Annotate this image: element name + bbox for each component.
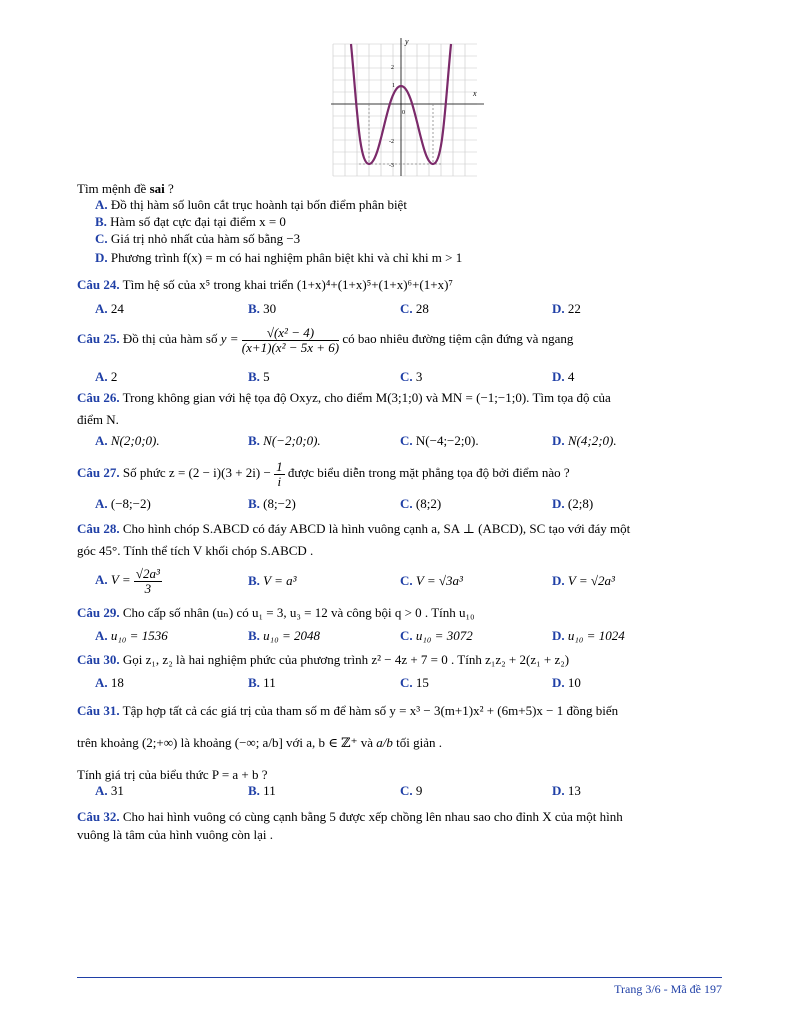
- q30-option-a[interactable]: A. 18: [95, 675, 124, 690]
- q27-fraction: $\frac{1}{i}$: [276, 458, 283, 489]
- q32-question-line2: vuông là tâm của hình vuông còn lại .: [77, 827, 274, 842]
- q28-question-line2: góc 45°. Tính thể tích V khối chóp S.ABCD .: [77, 543, 314, 558]
- q24-option-c[interactable]: C. 28: [400, 301, 429, 316]
- q24-option-a[interactable]: A. 24: [95, 301, 124, 316]
- q29-option-b[interactable]: B. u₁₀ = 2048: [248, 628, 320, 643]
- q28-option-d[interactable]: D. V = √2a³: [552, 573, 615, 588]
- q25-question: Câu 25. Đồ thị của hàm số y = $\frac{\text{√(x² − 4)}}{\text{(x+1)(x² − 5x + 6)}}$ có bao nhiêu đường tiệm cận đứng và ngang: [77, 324, 574, 355]
- y-tick-neg3: -3: [389, 163, 394, 169]
- q26-option-b[interactable]: B. N(−2;0;0).: [248, 433, 321, 448]
- y-tick-0: 0: [402, 110, 405, 116]
- q26-option-d[interactable]: D. N(4;2;0).: [552, 433, 617, 448]
- q31-option-a[interactable]: A. 31: [95, 783, 124, 798]
- q23-prompt: Tìm mệnh đề sai ?: [77, 181, 174, 196]
- q30-question: Câu 30. Gọi z₁, z₂ là hai nghiệm phức của phương trình z² − 4z + 7 = 0 . Tính z₁z₂ + 2(z₁ + z₂): [77, 652, 570, 667]
- q26-option-a[interactable]: A. N(2;0;0).: [95, 433, 160, 448]
- q26-option-c[interactable]: C. N(−4;−2;0).: [400, 433, 479, 448]
- q31-option-c[interactable]: C. 9: [400, 783, 423, 798]
- q23-option-a[interactable]: A. Đồ thị hàm số luôn cắt trục hoành tại bốn điểm phân biệt: [95, 197, 407, 212]
- q23-option-c[interactable]: C. Giá trị nhỏ nhất của hàm số bằng −3: [95, 231, 301, 246]
- q32-question: Câu 32. Cho hai hình vuông có cùng cạnh bằng 5 được xếp chồng lên nhau sao cho đỉnh X của một hình: [77, 809, 623, 824]
- q30-option-c[interactable]: C. 15: [400, 675, 429, 690]
- q26-question: Câu 26. Trong không gian với hệ tọa độ Oxyz, cho điểm M(3;1;0) và MN = (−1;−1;0). Tìm tọa độ của: [77, 390, 611, 405]
- q28-option-a-fraction: $\frac{\text{√2a³}}{3}$: [135, 565, 160, 596]
- page-footer: Trang 3/6 - Mã đề 197: [614, 982, 722, 996]
- q31-option-b[interactable]: B. 11: [248, 783, 276, 798]
- y-tick-neg2: -2: [389, 139, 394, 145]
- q31-question-line3: Tính giá trị của biểu thức P = a + b ?: [77, 767, 268, 782]
- q27-option-a[interactable]: A. (−8;−2): [95, 496, 151, 511]
- q31-interval: (−∞; a/b]: [234, 735, 283, 750]
- q29-question: Câu 29. Cho cấp số nhân (uₙ) có u₁ = 3, u₃ = 12 và công bội q > 0 . Tính u₁₀: [77, 605, 475, 620]
- q23-option-d[interactable]: D. Phương trình f(x) = m có hai nghiệm phân biệt khi và chỉ khi m > 1: [95, 250, 463, 265]
- q29-option-c[interactable]: C. u₁₀ = 3072: [400, 628, 473, 643]
- q28-option-a[interactable]: A. V = $\frac{\text{√2a³}}{3}$: [95, 565, 160, 596]
- q29-option-a[interactable]: A. u₁₀ = 1536: [95, 628, 168, 643]
- q26-question-line2: điểm N.: [77, 412, 119, 427]
- q27-question: Câu 27. Số phức z = (2 − i)(3 + 2i) − $\frac{1}{i}$ được biểu diễn trong mặt phẳng tọa độ bởi điểm nào ?: [77, 458, 570, 489]
- q25-option-d[interactable]: D. 4: [552, 369, 575, 384]
- q31-question: Câu 31. Tập hợp tất cả các giá trị của tham số m để hàm số y = x³ − 3(m+1)x² + (6m+5)x − 1 đồng biến: [77, 703, 619, 718]
- axis-x-label: x: [473, 89, 477, 98]
- q29-option-d[interactable]: D. u₁₀ = 1024: [552, 628, 625, 643]
- q24-question: Câu 24. Tìm hệ số của x⁵ trong khai triển (1+x)⁴+(1+x)⁵+(1+x)⁶+(1+x)⁷: [77, 277, 453, 292]
- q25-option-b[interactable]: B. 5: [248, 369, 270, 384]
- q25-option-a[interactable]: A. 2: [95, 369, 118, 384]
- q30-option-d[interactable]: D. 10: [552, 675, 581, 690]
- q25-option-c[interactable]: C. 3: [400, 369, 423, 384]
- q27-option-d[interactable]: D. (2;8): [552, 496, 594, 511]
- q28-option-c[interactable]: C. V = √3a³: [400, 573, 463, 588]
- q30-option-b[interactable]: B. 11: [248, 675, 276, 690]
- q24-option-d[interactable]: D. 22: [552, 301, 581, 316]
- q27-option-b[interactable]: B. (8;−2): [248, 496, 296, 511]
- q28-question: Câu 28. Cho hình chóp S.ABCD có đáy ABCD là hình vuông cạnh a, SA ⊥ (ABCD), SC tạo với đáy một: [77, 521, 631, 536]
- y-tick-1: 1: [392, 83, 395, 89]
- q25-fraction: $\frac{\text{√(x² − 4)}}{\text{(x+1)(x² − 5x + 6)}}$: [241, 324, 340, 355]
- q31-question-line2: trên khoảng (2;+∞) là khoảng (−∞; a/b] với a, b ∈ ℤ⁺ và a/b tối giản .: [77, 735, 443, 750]
- axis-y-label: y: [405, 37, 409, 46]
- y-tick-2: 2: [391, 65, 394, 71]
- q24-option-b[interactable]: B. 30: [248, 301, 277, 316]
- function-graph: [329, 36, 489, 178]
- footer-divider: [77, 977, 722, 978]
- q23-option-b[interactable]: B. Hàm số đạt cực đại tại điểm x = 0: [95, 214, 286, 229]
- q31-ab-fraction: a/b: [376, 735, 393, 750]
- q31-option-d[interactable]: D. 13: [552, 783, 581, 798]
- q28-option-b[interactable]: B. V = a³: [248, 573, 297, 588]
- q27-option-c[interactable]: C. (8;2): [400, 496, 442, 511]
